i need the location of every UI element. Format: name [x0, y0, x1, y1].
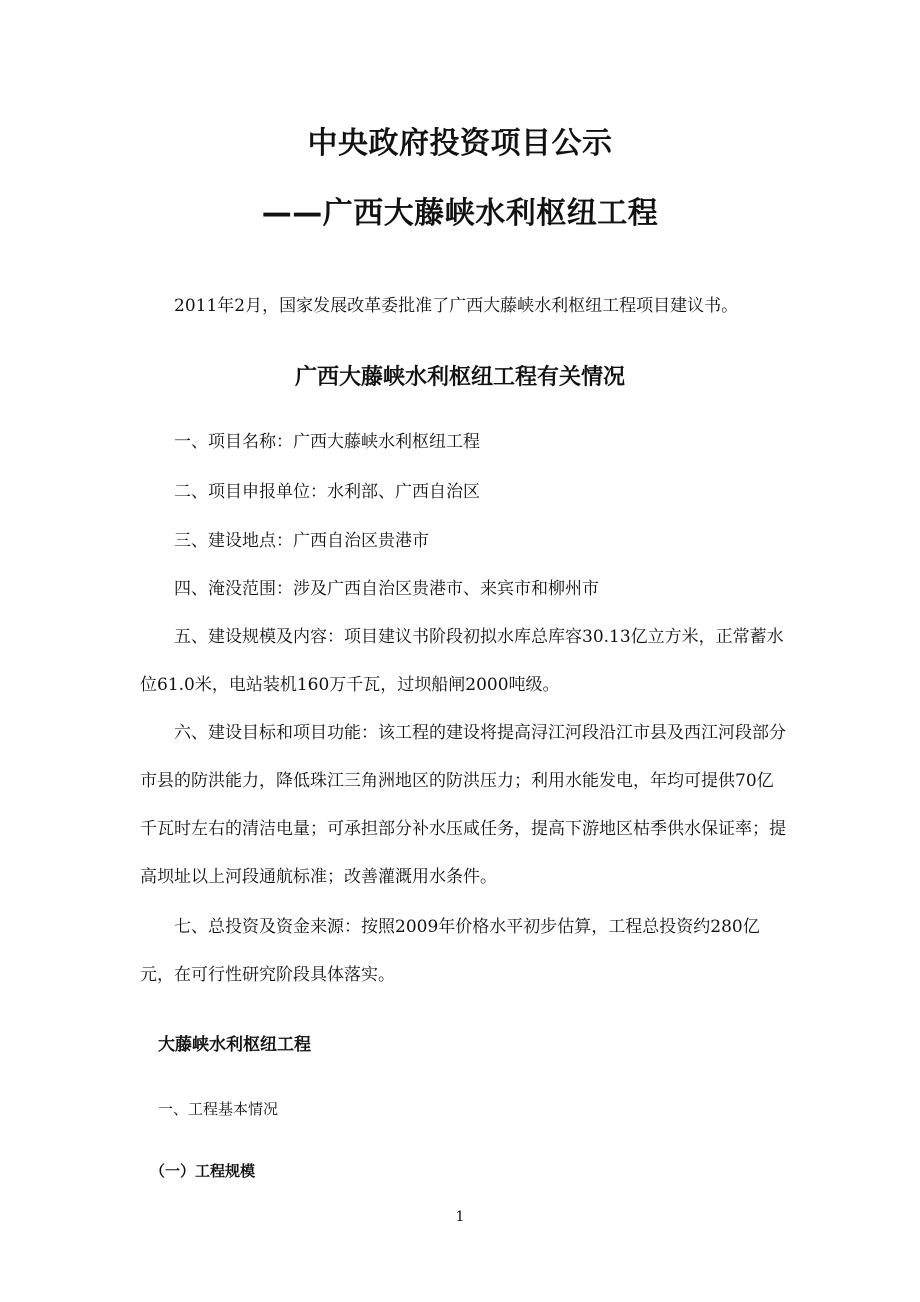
intro-paragraph: 2011年2月，国家发展改革委批准了广西大藤峡水利枢纽工程项目建议书。 [174, 296, 739, 316]
item-scale: 五、建设规模及内容：项目建议书阶段初拟水库总库容30.13亿立方米，正常蓄水位61.0米，电站装机160万千瓦，过坝船闸2000吨级。 [140, 627, 784, 695]
item-applicant: 二、项目申报单位：水利部、广西自治区 [174, 482, 480, 502]
item-objectives: 六、建设目标和项目功能：该工程的建设将提高浔江河段沿江市县及西江河段部分市县的防洪能力，降低珠江三角洲地区的防洪压力；利用水能发电，年均可提供70亿千瓦时左右的清洁电量；可承担部分补水压咸任务，提高下游地区枯季供水保证率；提高坝址以上河段通航标准；改善灌溉用水条件。 [140, 723, 786, 887]
scale-heading: （一）工程规模 [150, 1162, 256, 1180]
basic-info-heading: 一、工程基本情况 [158, 1100, 279, 1118]
item-investment: 七、总投资及资金来源：按照2009年价格水平初步估算，工程总投资约280亿元，在可行性研究阶段具体落实。 [140, 917, 760, 985]
item-project-name: 一、项目名称：广西大藤峡水利枢纽工程 [174, 432, 480, 452]
project-heading: 大藤峡水利枢纽工程 [158, 1035, 311, 1055]
item-location: 三、建设地点：广西自治区贵港市 [174, 531, 429, 551]
section-heading: 广西大藤峡水利枢纽工程有关情况 [294, 365, 625, 390]
document-subtitle: ——广西大藤峡水利枢纽工程 [261, 196, 659, 231]
page-number: 1 [455, 1209, 465, 1225]
document-title: 中央政府投资项目公示 [307, 126, 613, 161]
item-inundation: 四、淹没范围：涉及广西自治区贵港市、来宾市和柳州市 [174, 579, 599, 599]
